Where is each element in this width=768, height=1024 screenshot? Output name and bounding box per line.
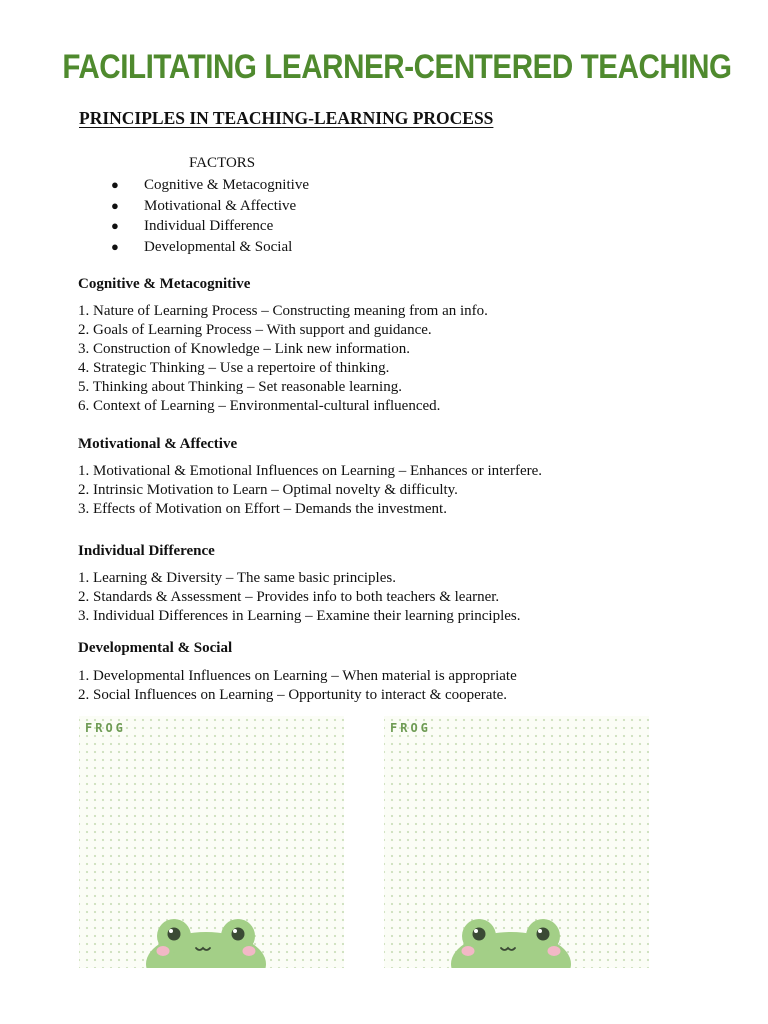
frog-icon bbox=[446, 912, 576, 968]
bullet-icon: ● bbox=[111, 197, 119, 213]
note-card-label: FROG bbox=[390, 721, 431, 735]
frog-note-card bbox=[79, 716, 344, 968]
list-item: 4. Strategic Thinking – Use a repertoire of thinking. bbox=[78, 360, 390, 376]
section-list-cognitive bbox=[78, 302, 488, 416]
bullet-icon: ● bbox=[111, 218, 119, 233]
frog-note-card bbox=[384, 716, 649, 968]
list-item: 3. Construction of Knowledge – Link new information. bbox=[78, 341, 411, 357]
list-item: 3. Effects of Motivation on Effort – Demands the investment. bbox=[78, 501, 447, 517]
section-list-individual bbox=[78, 569, 521, 626]
frog-icon bbox=[141, 912, 271, 968]
bullet-icon: ● bbox=[111, 238, 119, 254]
list-item: 3. Individual Differences in Learning – Examine their learning principles. bbox=[78, 608, 521, 624]
list-item: 2. Social Influences on Learning – Opportunity to interact & cooperate. bbox=[78, 687, 508, 703]
list-item: 1. Motivational & Emotional Influences on Learning – Enhances or interfere. bbox=[78, 463, 543, 479]
page-title: FACILITATING LEARNER-CENTERED TEACHING bbox=[62, 48, 732, 86]
list-item: 1. Learning & Diversity – The same basic principles. bbox=[78, 570, 396, 586]
section-list-motivational bbox=[78, 462, 542, 519]
note-card-label: FROG bbox=[85, 721, 126, 735]
section-heading-developmental: Developmental & Social bbox=[78, 640, 233, 656]
section-heading-motivational: Motivational & Affective bbox=[78, 436, 238, 452]
page-subtitle: PRINCIPLES IN TEACHING-LEARNING PROCESS bbox=[79, 108, 494, 128]
section-heading-individual: Individual Difference bbox=[78, 543, 215, 559]
list-item: 5. Thinking about Thinking – Set reasonable learning. bbox=[78, 379, 402, 395]
list-item: 2. Intrinsic Motivation to Learn – Optimal novelty & difficulty. bbox=[78, 482, 458, 498]
list-item: 1. Developmental Influences on Learning – When material is appropriate bbox=[78, 668, 517, 684]
list-item: 2. Goals of Learning Process – With support and guidance. bbox=[78, 322, 432, 338]
list-item: 6. Context of Learning – Environmental-cultural influenced. bbox=[78, 398, 441, 414]
list-item: 1. Nature of Learning Process – Constructing meaning from an info. bbox=[78, 303, 488, 319]
section-heading-cognitive: Cognitive & Metacognitive bbox=[78, 276, 251, 292]
section-list-developmental bbox=[78, 667, 517, 705]
list-item: 2. Standards & Assessment – Provides info to both teachers & learner. bbox=[78, 589, 500, 605]
factors-heading: FACTORS bbox=[189, 155, 256, 171]
bullet-icon: ● bbox=[111, 177, 119, 192]
